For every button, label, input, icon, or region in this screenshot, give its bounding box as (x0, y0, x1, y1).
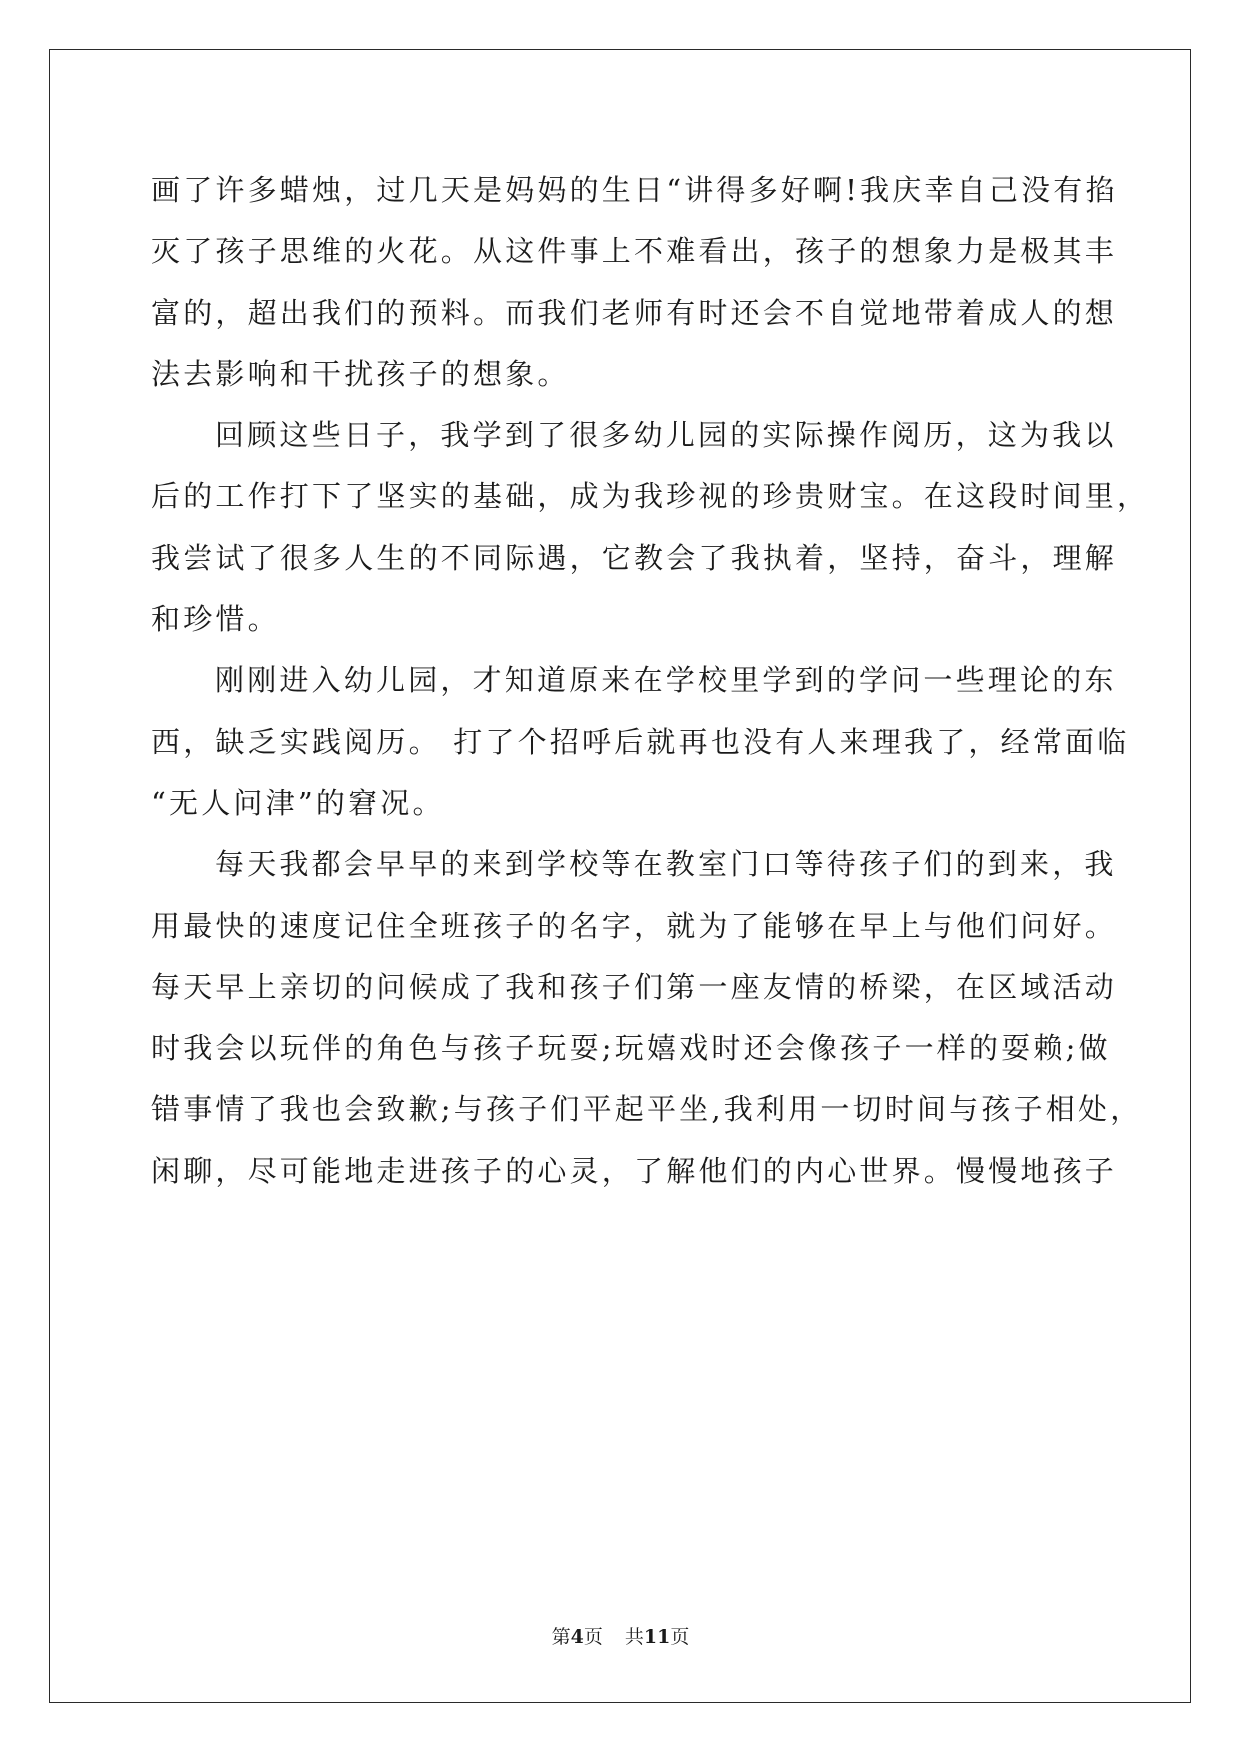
text-line: 时我会以玩伴的角色与孩子玩耍;玩嬉戏时还会像孩子一样的耍赖;做 (151, 1031, 1111, 1066)
text-line: 我尝试了很多人生的不同际遇，它教会了我执着，坚持，奋斗，理解 (151, 540, 1118, 575)
page-footer (0, 1622, 1241, 1649)
text-line: 灭了孩子思维的火花。从这件事上不难看出，孩子的想象力是极其丰 (151, 234, 1118, 269)
text-line: 每天早上亲切的问候成了我和孩子们第一座友情的桥梁，在区域活动 (151, 969, 1118, 1004)
text-line: “无人问津”的窘况。 (151, 785, 445, 820)
document-body (151, 160, 1150, 1202)
text-line: 和珍惜。 (151, 602, 280, 637)
text-line: 画了许多蜡烛，过几天是妈妈的生日“讲得多好啊!我庆幸自己没有掐 (151, 173, 1118, 207)
paragraph-start-line: 每天我都会早早的来到学校等在教室门口等待孩子们的到来，我 (215, 847, 1117, 882)
text-line: 后的工作打下了坚实的基础，成为我珍视的珍贵财宝。在这段时间里， (151, 479, 1150, 514)
page-prefix: 第 (551, 1626, 571, 1648)
text-line: 富的，超出我们的预料。而我们老师有时还会不自觉地带着成人的想 (151, 295, 1118, 330)
total-pages: 11 (643, 1626, 671, 1648)
page-suffix: 页 (583, 1626, 603, 1648)
text-line: 闲聊，尽可能地走进孩子的心灵，了解他们的内心世界。慢慢地孩子 (151, 1153, 1118, 1188)
text-line: 用最快的速度记住全班孩子的名字，就为了能够在早上与他们问好。 (151, 908, 1118, 943)
text-line: 法去影响和干扰孩子的想象。 (151, 356, 570, 391)
paragraph-start-line: 刚刚进入幼儿园，才知道原来在学校里学到的学问一些理论的东 (215, 663, 1117, 698)
page-number: 4 (570, 1626, 584, 1648)
total-suffix: 页 (670, 1626, 690, 1648)
text-line: 错事情了我也会致歉;与孩子们平起平坐,我利用一切时间与孩子相处， (151, 1092, 1143, 1127)
text-line: 西，缺乏实践阅历。 打了个招呼后就再也没有人来理我了，经常面临 (151, 724, 1130, 759)
paragraph-start-line: 回顾这些日子，我学到了很多幼儿园的实际操作阅历，这为我以 (215, 418, 1117, 453)
total-prefix: 共 (624, 1626, 644, 1648)
